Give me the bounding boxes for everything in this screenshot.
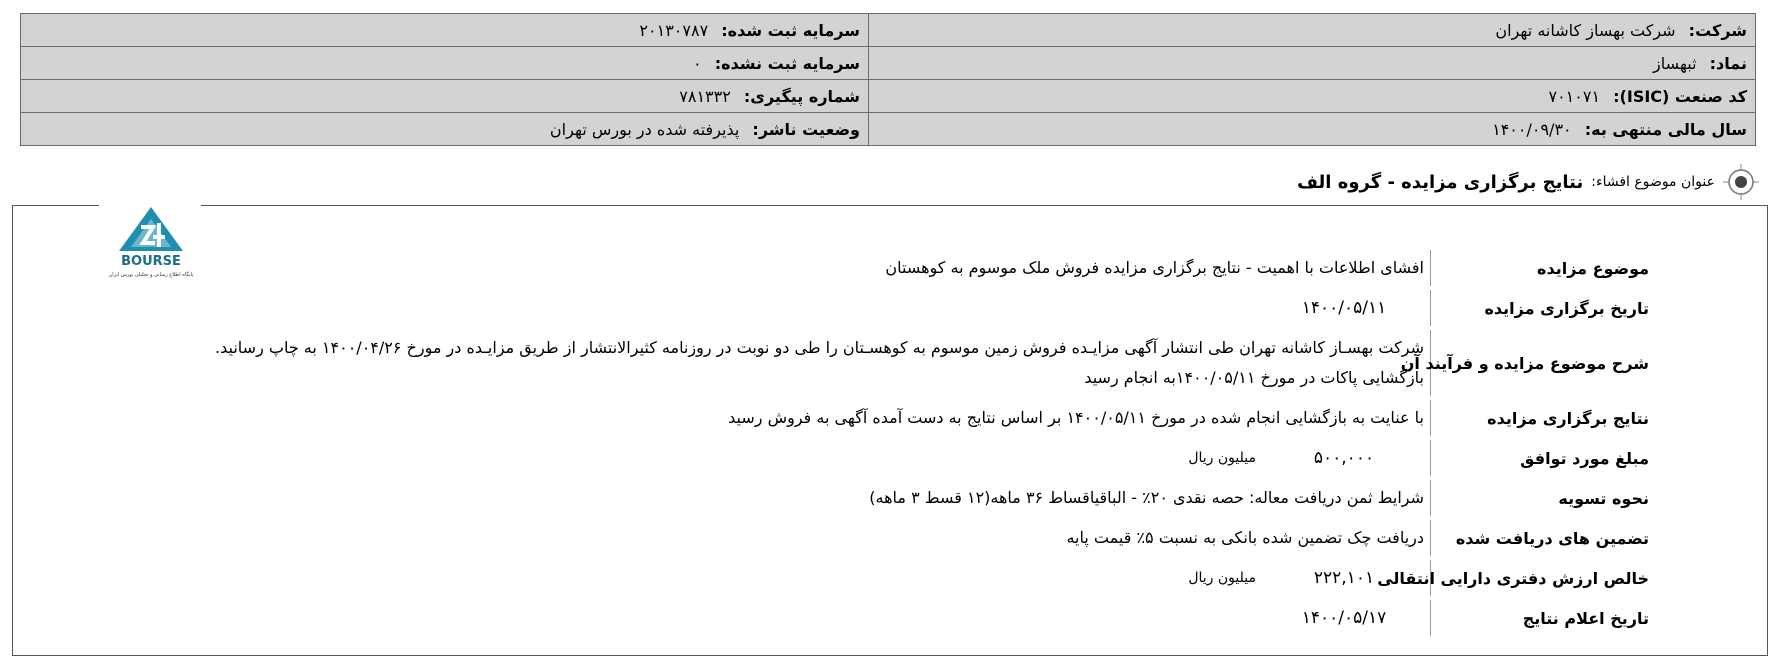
- detail-label: خالص ارزش دفتری دارایی انتقالی: [1430, 560, 1649, 596]
- detail-row: [179, 560, 1649, 596]
- subject-label: عنوان موضوع افشاء:: [1591, 174, 1715, 190]
- symbol-label: نماد:: [1709, 53, 1747, 73]
- registered-capital-label: سرمایه ثبت شده:: [721, 20, 860, 40]
- detail-row: [179, 400, 1649, 436]
- unregistered-capital-value: ۰: [693, 53, 702, 73]
- symbol-value: ثبهساز: [1653, 53, 1697, 73]
- company-value: شرکت بهساز کاشانه تهران: [1495, 20, 1676, 40]
- isic-value: ۷۰۱۰۷۱: [1548, 86, 1601, 106]
- fiscal-year-value: ۱۴۰۰/۰۹/۳۰: [1492, 119, 1572, 139]
- publisher-status-value: پذیرفته شده در بورس تهران: [549, 119, 740, 139]
- subject-title: نتایج برگزاری مزایده - گروه الف: [1297, 171, 1584, 193]
- detail-label: مبلغ مورد توافق: [1430, 440, 1649, 476]
- detail-value-cell: [179, 440, 1430, 476]
- fiscal-year-cell: [869, 113, 1756, 146]
- isic-label: کد صنعت (ISIC):: [1613, 86, 1747, 106]
- detail-value: شرکت بهسـاز کاشانه تهران طی انتشار آگهی مزایـده فروش زمین موسوم به کوهسـتان را طی دو نوبت در روزنامه کثیرالانتشار از طریق مزایـده در مورخ ۱۴۰۰/۰۴/۲۶ به چاپ رسانید. بازگشایی پاکات در مورخ ۱۴۰۰/۰۵/۱۱به انجام رسید: [215, 338, 1424, 387]
- info-row: [21, 113, 1756, 146]
- target-icon: [1723, 164, 1759, 200]
- book-value-value: ۲۲۲,۱۰۱: [1313, 568, 1375, 588]
- content-box: [12, 205, 1768, 656]
- detail-value-cell: [179, 600, 1430, 636]
- info-row: [21, 14, 1756, 47]
- auction-date-value: ۱۴۰۰/۰۵/۱۱: [1301, 298, 1387, 318]
- logo-text: BOURSE: [121, 254, 181, 269]
- isic-cell: [869, 80, 1756, 113]
- publisher-status-cell: [21, 113, 869, 146]
- disclosure-subject: [1297, 164, 1759, 200]
- detail-label: نتایج برگزاری مزایده: [1430, 400, 1649, 436]
- detail-row: [179, 290, 1649, 326]
- detail-value: دریافت چک تضمین شده بانکی به نسبت ۵٪ قیمت پایه: [1066, 528, 1424, 547]
- tracking-label: شماره پیگیری:: [743, 86, 860, 106]
- detail-row: [179, 480, 1649, 516]
- info-row: [21, 47, 1756, 80]
- company-cell: [869, 14, 1756, 47]
- book-value-unit: میلیون ریال: [1188, 570, 1256, 586]
- unregistered-capital-label: سرمایه ثبت نشده:: [714, 53, 860, 73]
- detail-row: [179, 330, 1649, 396]
- agreed-amount-value: ۵۰۰,۰۰۰: [1313, 448, 1375, 468]
- registered-capital-cell: [21, 14, 869, 47]
- detail-value-cell: [179, 560, 1430, 596]
- registered-capital-value: ۲۰۱۳۰۷۸۷: [639, 20, 709, 40]
- info-row: [21, 80, 1756, 113]
- fiscal-year-label: سال مالی منتهی به:: [1584, 119, 1747, 139]
- detail-label: نحوه تسویه: [1430, 480, 1649, 516]
- detail-row: [179, 520, 1649, 556]
- company-info-table: [20, 13, 1756, 146]
- company-label: شرکت:: [1688, 20, 1747, 40]
- detail-label: تاریخ اعلام نتایج: [1430, 600, 1649, 636]
- detail-label: تضمین های دریافت شده: [1430, 520, 1649, 556]
- detail-value-cell: [179, 290, 1430, 326]
- tracking-cell: [21, 80, 869, 113]
- detail-value: با عنایت به بازگشایی انجام شده در مورخ ۱۴۰۰/۰۵/۱۱ بر اساس نتایج به دست آمده آگهی به فروش رسید: [728, 408, 1424, 427]
- detail-label: موضوع مزایده: [1430, 250, 1649, 286]
- logo-subtext: پایگاه اطلاع رسانی و تحلیلی بورس ایران: [108, 272, 194, 278]
- detail-row: [179, 600, 1649, 636]
- agreed-amount-unit: میلیون ریال: [1188, 450, 1256, 466]
- symbol-cell: [869, 47, 1756, 80]
- auction-details: [179, 250, 1649, 640]
- tracking-value: ۷۸۱۳۳۲: [679, 86, 731, 106]
- announcement-date-value: ۱۴۰۰/۰۵/۱۷: [1301, 608, 1387, 628]
- detail-value: شرایط ثمن دریافت معاله: حصه نقدی ۲۰٪ - الباقیاقساط ۳۶ ماهه(۱۲ قسط ۳ ماهه): [869, 488, 1424, 507]
- detail-value: افشای اطلاعات با اهمیت - نتایج برگزاری مزایده فروش ملک موسوم به کوهستان: [885, 258, 1424, 277]
- detail-label: شرح موضوع مزایده و فرآیند آن: [1430, 330, 1649, 396]
- detail-row: [179, 440, 1649, 476]
- publisher-status-label: وضعیت ناشر:: [752, 119, 860, 139]
- detail-label: تاریخ برگزاری مزایده: [1430, 290, 1649, 326]
- unregistered-capital-cell: [21, 47, 869, 80]
- detail-row: [179, 250, 1649, 286]
